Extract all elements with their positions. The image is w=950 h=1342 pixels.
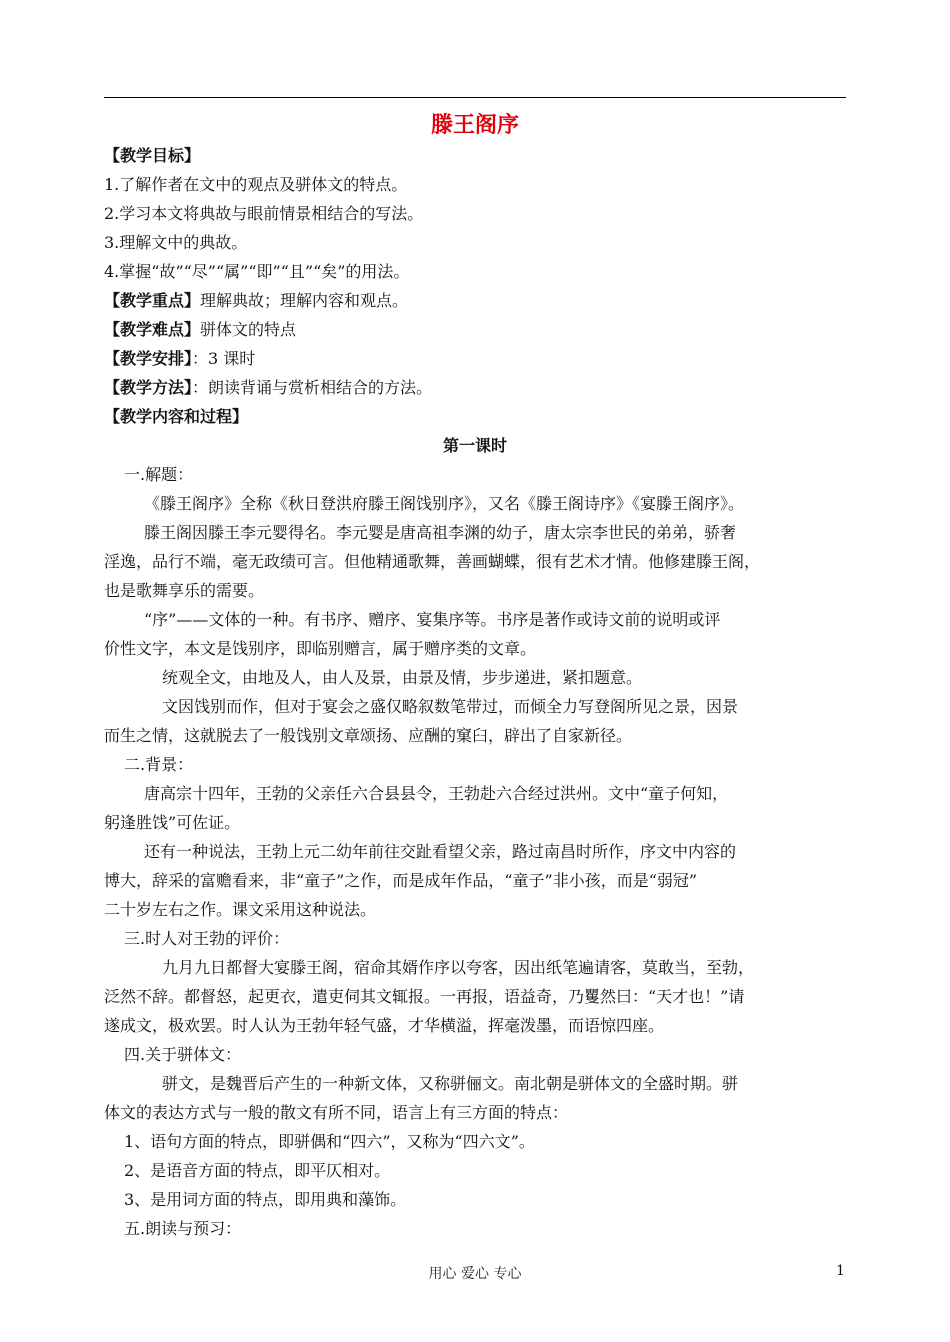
section-title: 五.朗读与预习： (124, 1219, 242, 1238)
section-title: 一.解题： (124, 465, 194, 484)
page-footer: 用心 爱心 专心 (428, 1266, 522, 1282)
paragraph-line: 体文的表达方式与一般的散文有所不同，语言上有三方面的特点： (104, 1103, 569, 1122)
paragraph-line: 价性文字，本文是饯别序，即临别赠言，属于赠序类的文章。 (104, 639, 537, 658)
paragraph-line: 骈文，是魏晋后产生的一种新文体，又称骈俪文。南北朝是骈体文的全盛时期。骈 (162, 1074, 739, 1093)
paragraph-line: 博大，辞采的富赡看来，非“童子”之作，而是成年作品，“童子”非小孩，而是“弱冠” (104, 871, 698, 890)
page-number: 1 (836, 1263, 845, 1279)
key-points-row (104, 286, 846, 315)
paragraph-line: “序”——文体的一种。有书序、赠序、宴集序等。书序是著作或诗文前的说明或评 (144, 610, 721, 629)
goals-heading: 【教学目标】 (104, 146, 201, 165)
method-text: ：朗读背诵与赏析相结合的方法。 (192, 378, 433, 397)
goal-item: 3.理解文中的典故。 (104, 233, 248, 252)
process-heading: 【教学内容和过程】 (104, 407, 249, 426)
header-rule (104, 97, 846, 98)
schedule-text: ：3 课时 (192, 349, 256, 368)
list-item: 2、是语音方面的特点，即平仄相对。 (124, 1161, 391, 1180)
difficulty-text: 骈体文的特点 (200, 320, 297, 339)
section-title: 四.关于骈体文： (124, 1045, 242, 1064)
paragraph-line: 滕王阁因滕王李元婴得名。李元婴是唐高祖李渊的幼子，唐太宗李世民的弟弟，骄奢 (144, 523, 737, 542)
paragraph-line: 唐高宗十四年，王勃的父亲任六合县县令，王勃赴六合经过洪州。文中“童子何知， (144, 784, 729, 803)
difficulty-label: 【教学难点】 (104, 320, 201, 339)
difficulty-row (104, 315, 846, 344)
lesson-heading: 第一课时 (442, 436, 507, 455)
list-item: 3、是用词方面的特点，即用典和藻饰。 (124, 1190, 407, 1209)
goal-item: 4.掌握“故”“尽”“属”“即”“且”“矣”的用法。 (104, 262, 410, 281)
key-points-label: 【教学重点】 (104, 291, 201, 310)
paragraph-line: 统观全文，由地及人，由人及景，由景及情，步步递进，紧扣题意。 (162, 668, 643, 687)
schedule-label: 【教学安排】 (104, 349, 193, 368)
schedule-row (104, 344, 846, 373)
paragraph-line: 泛然不辞。都督怒，起更衣，遣吏伺其文辄报。一再报，语益奇，乃矍然曰：“天才也！”请 (104, 987, 745, 1006)
goal-item: 1.了解作者在文中的观点及骈体文的特点。 (104, 175, 408, 194)
document-title: 滕王阁序 (430, 113, 519, 138)
section-title: 二.背景： (124, 755, 194, 774)
key-points-text: 理解典故；理解内容和观点。 (200, 291, 409, 310)
paragraph-line: 也是歌舞享乐的需要。 (104, 581, 265, 600)
paragraph-line: 二十岁左右之作。课文采用这种说法。 (104, 900, 377, 919)
document-body (104, 141, 846, 1243)
paragraph-line: 而生之情，这就脱去了一般饯别文章颂扬、应酬的窠臼，辟出了自家新径。 (104, 726, 633, 745)
paragraph-line: 九月九日都督大宴滕王阁，宿命其婿作序以夸客，因出纸笔遍请客，莫敢当，至勃， (162, 958, 755, 977)
paragraph-line: 淫逸，品行不端，毫无政绩可言。但他精通歌舞，善画蝴蝶，很有艺术才情。他修建滕王阁， (104, 552, 761, 571)
goal-item: 2.学习本文将典故与眼前情景相结合的写法。 (104, 204, 424, 223)
paragraph-line: 还有一种说法，王勃上元二幼年前往交趾看望父亲，路过南昌时所作，序文中内容的 (144, 842, 737, 861)
section-title: 三.时人对王勃的评价： (124, 929, 290, 948)
method-label: 【教学方法】 (104, 378, 193, 397)
paragraph-line: 遂成文，极欢罢。时人认为王勃年轻气盛，才华横溢，挥毫泼墨，而语惊四座。 (104, 1016, 665, 1035)
paragraph-line: 躬逢胜饯”可佐证。 (104, 813, 241, 832)
method-row (104, 373, 846, 402)
list-item: 1、语句方面的特点，即骈偶和“四六”，又称为“四六文”。 (124, 1132, 535, 1151)
paragraph-line: 《滕王阁序》全称《秋日登洪府滕王阁饯别序》，又名《滕王阁诗序》《宴滕王阁序》。 (144, 494, 745, 513)
paragraph-line: 文因饯别而作，但对于宴会之盛仅略叙数笔带过，而倾全力写登阁所见之景，因景 (162, 697, 739, 716)
